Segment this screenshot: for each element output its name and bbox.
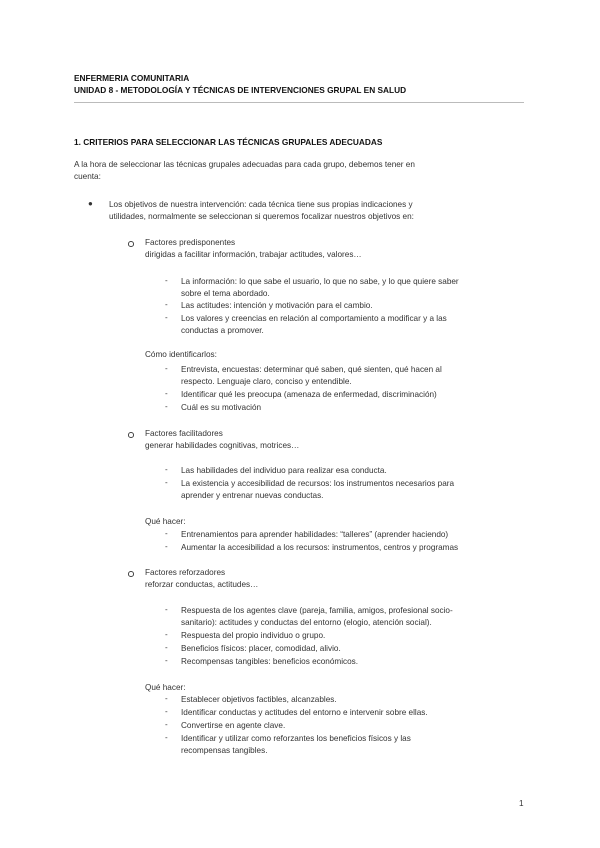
dash-bullet-icon: - <box>165 276 168 285</box>
circle-bullet-icon <box>128 432 134 438</box>
dash-bullet-icon: - <box>165 364 168 373</box>
dash-bullet-icon: - <box>165 720 168 729</box>
factor-item-line: La existencia y accesibilidad de recursos: los instrumentos necesarios para <box>181 479 455 488</box>
circle-bullet-icon <box>128 571 134 577</box>
factor-item-line: Respuesta de los agentes clave (pareja, familia, amigos, profesional socio- <box>181 606 453 615</box>
followup-label: Qué hacer: <box>145 683 186 692</box>
followup-item-line: recompensas tangibles. <box>181 746 268 756</box>
dash-bullet-icon: - <box>165 465 168 474</box>
factor-subtitle: dirigidas a facilitar información, trabajar actitudes, valores… <box>145 250 362 260</box>
intro-paragraph-line: cuenta: <box>74 172 101 182</box>
dash-bullet-icon: - <box>165 605 168 614</box>
factor-item-line: Recompensas tangibles: beneficios económicos. <box>181 657 359 666</box>
dash-bullet-icon: - <box>165 694 168 703</box>
factor-item-line: La información: lo que sabe el usuario, lo que no sabe, y lo que quiere saber <box>181 277 459 286</box>
followup-label: Cómo identificarlos: <box>145 350 217 359</box>
factor-item-line: Los valores y creencias en relación al comportamiento a modificar y a las <box>181 314 447 323</box>
dash-bullet-icon: - <box>165 478 168 487</box>
intro-paragraph-line: A la hora de seleccionar las técnicas grupales adecuadas para cada grupo, debemos tener en <box>74 160 415 169</box>
section-heading: 1. CRITERIOS PARA SELECCIONAR LAS TÉCNICAS GRUPALES ADECUADAS <box>74 137 383 147</box>
dash-bullet-icon: - <box>165 630 168 639</box>
circle-bullet-icon <box>128 241 134 247</box>
factor-item-line: Respuesta del propio individuo o grupo. <box>181 631 326 640</box>
page-number: 1 <box>519 799 524 808</box>
disc-bullet-icon: ● <box>88 199 93 208</box>
followup-item-line: Cuál es su motivación <box>181 403 262 412</box>
unit-title: UNIDAD 8 - METODOLOGÍA Y TÉCNICAS DE INTERVENCIONES GRUPAL EN SALUD <box>74 85 407 95</box>
followup-label: Qué hacer: <box>145 517 186 526</box>
bullet-text-line: utilidades, normalmente se seleccionan si queremos focalizar nuestros objetivos en: <box>109 212 414 222</box>
dash-bullet-icon: - <box>165 300 168 309</box>
dash-bullet-icon: - <box>165 529 168 538</box>
followup-item-line: Identificar qué les preocupa (amenaza de enfermedad, discriminación) <box>181 390 437 399</box>
bullet-text-line: Los objetivos de nuestra intervención: cada técnica tiene sus propias indicaciones y <box>109 200 413 209</box>
factor-item-line: aprender y entrenar nuevas conductas. <box>181 491 324 501</box>
factor-title: Factores predisponentes <box>145 238 236 247</box>
factor-item-line: conductas a promover. <box>181 326 264 336</box>
factor-subtitle: reforzar conductas, actitudes… <box>145 580 259 590</box>
factor-title: Factores reforzadores <box>145 568 226 577</box>
followup-item-line: Identificar conductas y actitudes del entorno e intervenir sobre ellas. <box>181 708 428 717</box>
factor-title: Factores facilitadores <box>145 429 223 438</box>
dash-bullet-icon: - <box>165 707 168 716</box>
dash-bullet-icon: - <box>165 402 168 411</box>
factor-subtitle: generar habilidades cognitivas, motrices… <box>145 441 300 451</box>
factor-item-line: Las actitudes: intención y motivación para el cambio. <box>181 301 373 310</box>
followup-item-line: Aumentar la accesibilidad a los recursos: instrumentos, centros y programas <box>181 543 459 552</box>
factor-item-line: sanitario): actitudes y conductas del entorno (elogio, atención social). <box>181 618 432 628</box>
followup-item-line: Entrenamientos para aprender habilidades: “talleres” (aprender haciendo) <box>181 530 449 539</box>
factor-item-line: Las habilidades del individuo para realizar esa conducta. <box>181 466 387 475</box>
dash-bullet-icon: - <box>165 733 168 742</box>
course-title: ENFERMERIA COMUNITARIA <box>74 73 190 83</box>
followup-item-line: Entrevista, encuestas: determinar qué saben, qué sienten, qué hacen al <box>181 365 442 374</box>
followup-item-line: respecto. Lenguaje claro, conciso y entendible. <box>181 377 352 387</box>
followup-item-line: Convertirse en agente clave. <box>181 721 286 730</box>
dash-bullet-icon: - <box>165 643 168 652</box>
factor-item-line: Beneficios físicos: placer, comodidad, alivio. <box>181 644 341 653</box>
header-divider <box>74 102 524 103</box>
dash-bullet-icon: - <box>165 313 168 322</box>
dash-bullet-icon: - <box>165 542 168 551</box>
followup-item-line: Establecer objetivos factibles, alcanzables. <box>181 695 337 704</box>
followup-item-line: Identificar y utilizar como reforzantes los beneficios físicos y las <box>181 734 411 743</box>
dash-bullet-icon: - <box>165 389 168 398</box>
factor-item-line: sobre el tema abordado. <box>181 289 270 299</box>
dash-bullet-icon: - <box>165 656 168 665</box>
